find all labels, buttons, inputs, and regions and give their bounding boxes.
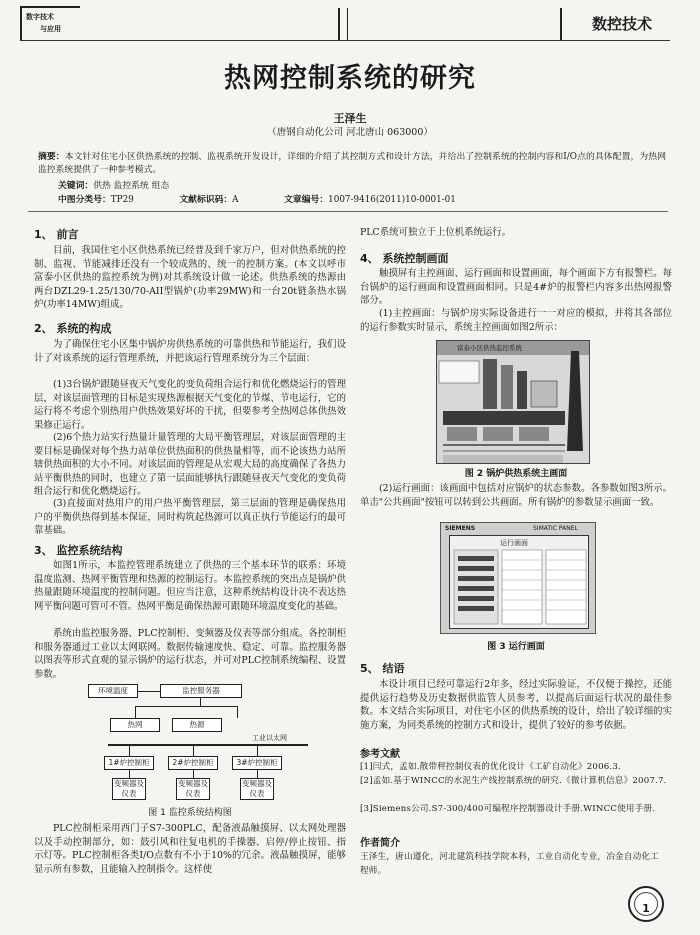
fig3-screen-title: 运行画面: [500, 539, 528, 547]
section-3-title: 3、 监控系统结构: [34, 544, 123, 557]
section-5-title: 5、 结语: [360, 662, 405, 675]
section-4-p2: (1)主控画面：与锅炉房实际设备进行一一对应的模拟，并将其各部位的运行参数实时显示，系统主控画面如图2所示：: [360, 308, 672, 333]
references-title: 参考文献: [360, 749, 400, 760]
section-3-p2: 系统由监控服务器、PLC控制柜、变频器及仪表等部分组成。各控制柜和服务器通过工业以太网联网。数据传输速度快、稳定、可靠。监控服务器以图表等形式直观的显示锅炉的运行状态，并可对PLC控制系统编程、设置参数。: [34, 628, 346, 680]
classification-row: [58, 192, 618, 205]
header-corner-line2: 与应用: [40, 25, 61, 33]
header-corner-line1: 数字技术: [26, 13, 54, 21]
header-divider-2: [347, 8, 348, 40]
clc-label: 中图分类号：: [58, 195, 111, 205]
keywords: [58, 178, 169, 191]
fig3-caption: 图 3 运行画面: [487, 642, 545, 652]
fig2-caption: 图 2 锅炉供热系统主画面: [464, 469, 568, 479]
article-no-value: 1007-9416(2011)10-0001-01: [328, 195, 456, 205]
page-number: 1: [642, 901, 650, 915]
keywords-label: 关键词：: [58, 181, 94, 191]
section-3-p3: PLC控制柜采用西门子S7-300PLC，配备液晶触摸屏、以太网处理器以及手动控制部分，如：鼓引风和往复电机的手操器、启停/停止按钮、指示灯等。PLC控制柜各类I/O点数有不小于10%的冗余。液晶触摸屏，能够显示所有参数，且能输入控制指令。这样使: [34, 823, 346, 875]
article-affiliation: （唐钢自动化公司 河北唐山 063000）: [267, 127, 433, 138]
section-2-p1: 为了确保住宅小区集中锅炉房供热系统的可靠供热和节能运行，我们设计了对该系统的运行管理系统，并把该运行管理系统分为三个层面：: [34, 339, 346, 364]
fig1-inst2: 变频器及仪表: [178, 779, 208, 798]
fig1-ethernet-bus: [108, 744, 308, 746]
fig1-caption: 图 1 监控系统结构图: [148, 808, 232, 818]
keywords-text: 供热 监控系统 组态: [93, 181, 170, 191]
fig1-cab2: 2#炉控制柜: [168, 756, 218, 770]
abstract-label: 摘要：: [38, 152, 65, 162]
doc-code-value: A: [232, 195, 239, 205]
abstract: [38, 151, 666, 177]
header-divider-3: [560, 8, 562, 40]
fig1-heat-source: 热源: [172, 718, 222, 732]
fig1-cab1: 1#炉控制柜: [104, 756, 154, 770]
header-rule: [20, 40, 670, 41]
section-title: 数控技术: [592, 15, 653, 33]
fig1-inst1: 变频器及仪表: [114, 779, 144, 798]
section-3-p1: 如图1所示，本监控管理系统建立了供热的三个基本环节的联系：环境温度监测、热网平衡管理和热源的控制运行。本监控系统的突出点是锅炉供热量跟随环境温度的控制问题。但应当注意，这种系统结构设计决不表达热网平衡问题可管可不管。热网平衡是确保热源可跟随环境温度变化的基础。: [34, 560, 346, 612]
section-4-p1: 触摸屏有主控画面、运行画面和设置画面，每个画面下方有报警栏。每台锅炉的运行画面和设置画面相同。只是4#炉的报警栏内容多出热网报警部分。: [360, 268, 672, 307]
reference-3: [3]Siemens公司.S7-300/400可编程序控制器设计手册.WINCC使用手册.: [360, 804, 656, 814]
section-1-title: 1、 前言: [34, 228, 79, 241]
article-no-label: 文章编号：: [284, 195, 329, 205]
boiler-diagram: [437, 341, 590, 464]
reference-1: [1]闫式，孟如.散带秤控制仪表的优化设计《工矿自动化》2006.3.: [360, 762, 621, 772]
clc-value: TP29: [110, 195, 134, 205]
section-2-p2: (1)3台锅炉跟随昼夜天气变化的变负荷组合运行和优化燃烧运行的管理层，对该层面管理的目标是实现热源根据天气变化的节煤、节电运行，它的运行将不考虑个别热用户供热效果好坏的干扰，但要参考全热网总体供热效果修正运行。: [34, 379, 346, 431]
section-5-p1: 本设计项目已经可靠运行2年多，经过实际验证，不仅便于操控，还能提供运行趋势及历史数据供监管人员参考，以提高后面运行状况的最佳参数。本文结合实际项目，对住宅小区的供热系统的设计，给出了较详细的实施方案，为同类系统的控制方式和设计，提供了较好的参考依据。: [360, 679, 672, 731]
section-4-title: 4、 系统控制画面: [360, 252, 449, 265]
section-2-p4: (3)直接面对热用户的用户热平衡管理层，第三层面的管理是确保热用户的平衡供热得到基本保证，同时构筑起热源可以真正执行节能运行的最可靠基础。: [34, 498, 346, 537]
doc-code-label: 文献标识码：: [179, 195, 233, 205]
fig1-env-temp: 环境温度: [88, 684, 138, 698]
section-2-p3: (2)6个热力站实行热量计量管理的大局平衡管理层，对该层面管理的主要目标是确保对每个热力站单位供热面积的供热量相等，而不论该热力站所辖供热面积的大小不同。对该层面的管理是从宏观大局的高度确保了各热力站平衡供热的同时，也建立了第一层面能够执行跟随昼夜天气变化的变负荷组合运行和优化燃烧运行。: [34, 432, 346, 498]
fig1-cab3: 3#炉控制柜: [232, 756, 282, 770]
article-title: 热网控制系统的研究: [224, 63, 476, 94]
author-bio-title: 作者简介: [360, 838, 400, 849]
figure-2-screen: [436, 340, 590, 464]
fig3-screen: [449, 535, 589, 629]
header-divider-1: [338, 8, 340, 40]
article-author: 王泽生: [333, 112, 367, 125]
fig1-server: 监控服务器: [160, 684, 242, 698]
section-3-continued: PLC系统可独立于上位机系统运行。: [360, 227, 511, 238]
fig3-panel-name: SIMATIC PANEL: [533, 525, 578, 532]
section-4-p3: (2)运行画面：该画面中包括对应锅炉的状态参数。各参数如图3所示。单击"公共画面"按钮可以转到公共画面。所有锅炉的参数显示画面一致。: [360, 483, 672, 508]
section-1-p1: 目前，我国住宅小区供热系统已经普及到千家万户，但对供热系统的控制、监视、节能减排还没有一个较成熟的、统一的控制方案。(本文以呼市富泰小区供热的监控系统为例)对其系统设计做一论述。供热系统的热源由两台DZL29-1.25/130/70-AII型锅炉(功率29MW)和一台20t链条热水锅炉(功率14MW)组成。: [34, 245, 346, 311]
figure-3-panel: [440, 522, 596, 634]
fig3-parameter-grid: [450, 548, 590, 628]
fig1-inst3: 变频器及仪表: [242, 779, 272, 798]
page-number-badge: [628, 886, 664, 922]
abstract-text: 本文针对住宅小区供热系统的控制、监视系统开发设计，详细的介绍了其控制方式和设计方法，并给出了控制系统的控制内容和I/O点的具体配置，为热网监控系统提供了一种参考模式。: [38, 152, 666, 175]
fig1-ethernet-label: 工业以太网: [252, 734, 287, 742]
fig3-brand: SIEMENS: [445, 525, 476, 532]
title-rule: [28, 211, 668, 212]
fig2-screen-title: 富泰小区供热监控系统: [457, 344, 522, 352]
fig1-heat-net: 热网: [110, 718, 160, 732]
section-2-title: 2、 系统的构成: [34, 322, 112, 335]
reference-2: [2]孟如.基于WINCC的水泥生产线控制系统的研究.《微计算机信息》2007.7.: [360, 776, 667, 786]
author-bio: 王泽生，唐山遵化，河北建筑科技学院本科，工业自动化专业，冶金自动化工程师。: [360, 852, 659, 876]
